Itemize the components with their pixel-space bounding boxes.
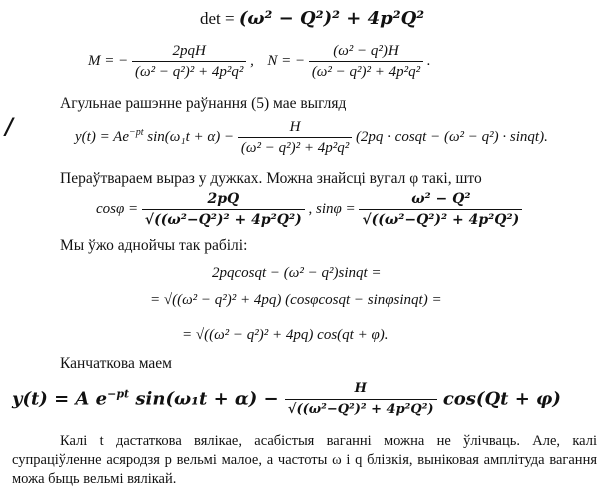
final-solution <box>12 380 561 419</box>
derivation-line-2: = √((ω² − q²)² + 4pq) (cosφcosqt − sinφsinqt) = <box>150 292 442 308</box>
general-solution-tail: (2pq · cosqt − (ω² − q²) · sinqt). <box>355 128 548 145</box>
general-solution-denominator: (ω² − q²)² + 4p²q² <box>240 140 350 156</box>
closing-paragraph: Калі t дастаткова вялікае, асабістыя ваганні можна не ўлічваць. Але, калі супраціўленне асяродзя p вельмі малое, а частоты ω і q блізкія, выніковая амплітуда вагання можа быць вельмі вялікай. <box>12 433 597 487</box>
cos-numerator: 2pQ <box>142 190 305 210</box>
derivation-line-3: = √((ω² − q²)² + 4pq) cos(qt + φ). <box>182 327 389 343</box>
sin-numerator: ω² − Q² <box>359 190 522 210</box>
n-fraction <box>309 42 423 81</box>
final-solution-denominator: √((ω²−Q²)² + 4p²Q²) <box>287 402 434 417</box>
m-n-end: . <box>426 52 431 69</box>
sin-label: sinφ = <box>316 200 356 217</box>
m-denominator: (ω² − q²)² + 4p²q² <box>135 64 244 80</box>
already-done-text: Мы ўжо аднойчы так рабілі: <box>60 237 248 254</box>
m-numerator: 2pqH <box>132 42 246 62</box>
general-solution-exponent: −pt <box>129 126 144 138</box>
finally-text: Канчаткова маем <box>60 355 172 372</box>
general-solution-numerator: H <box>238 118 352 138</box>
general-solution-fraction <box>238 118 352 157</box>
det-line <box>200 10 424 28</box>
det-value: (ω² − Q²)² + 4p²Q² <box>238 8 425 29</box>
general-solution-mid: sin(ω₁t + α) − <box>147 128 235 145</box>
derivation-line-1: 2pqcosqt − (ω² − q²)sinqt = <box>212 265 382 281</box>
n-denominator: (ω² − q²)² + 4p²q² <box>311 64 421 80</box>
cos-sin-line <box>96 190 522 229</box>
final-solution-mid: sin(ω₁t + α) − <box>135 388 279 410</box>
m-n-separator: , <box>250 52 254 69</box>
n-label: N = − <box>267 52 306 69</box>
n-numerator: (ω² − q²)H <box>309 42 423 62</box>
final-solution-exponent: −pt <box>107 387 130 401</box>
final-solution-numerator: H <box>285 380 437 400</box>
general-solution-intro: Агульнае рашэнне раўнання (5) мае выгляд <box>60 95 347 112</box>
transform-intro: Пераўтвараем выраз у дужках. Можна знайсці вугал φ такі, што <box>60 170 482 187</box>
cos-fraction <box>142 190 305 229</box>
det-label: det = <box>200 9 235 28</box>
general-solution-lhs: y(t) = Ae <box>75 128 129 145</box>
cos-sin-separator: , <box>308 200 313 217</box>
sin-denominator: √((ω²−Q²)² + 4p²Q²) <box>362 212 520 228</box>
sin-fraction <box>359 190 522 229</box>
m-label: M = − <box>88 52 129 69</box>
final-solution-tail: cos(Qt + φ) <box>442 388 561 410</box>
m-n-line <box>88 42 431 81</box>
cos-denominator: √((ω²−Q²)² + 4p²Q²) <box>144 212 302 228</box>
cos-label: cosφ = <box>96 200 139 217</box>
final-solution-lhs: y(t) = A e <box>12 388 108 410</box>
general-solution <box>75 118 548 157</box>
m-fraction <box>132 42 246 81</box>
margin-mark: / <box>5 114 14 140</box>
final-solution-fraction <box>285 380 437 419</box>
